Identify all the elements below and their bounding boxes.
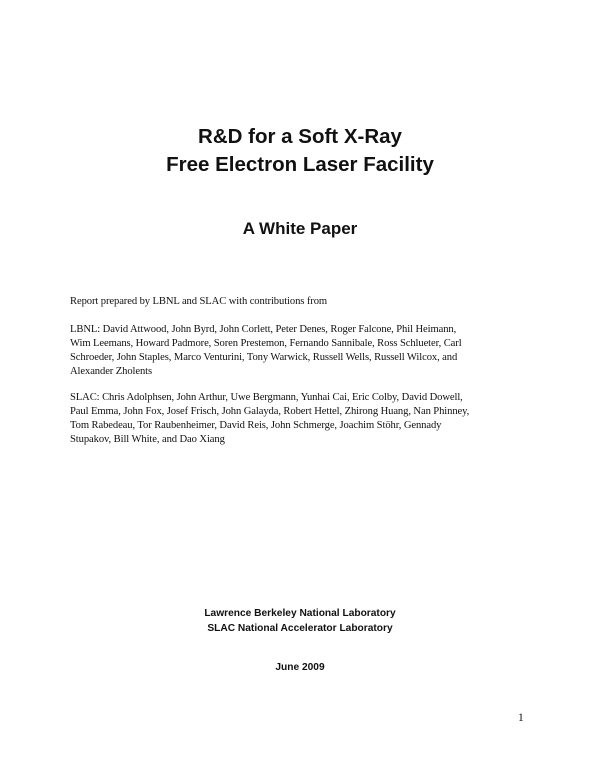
lbnl-contributors (70, 323, 532, 379)
title-line-1: R&D for a Soft X-Ray (198, 125, 402, 148)
prepared-by-text: Report prepared by LBNL and SLAC with contributions from (70, 296, 328, 307)
document-title (0, 123, 600, 179)
page-number: 1 (518, 712, 524, 724)
laboratory-name: SLAC National Accelerator Laboratory (207, 623, 393, 634)
slac-line: Paul Emma, John Fox, Josef Frisch, John Galayda, Robert Hettel, Zhirong Huang, Nan Phinney, (70, 406, 470, 417)
document-subtitle: A White Paper (242, 219, 358, 238)
slac-line: Stupakov, Bill White, and Dao Xiang (70, 434, 225, 445)
laboratories-block (0, 606, 600, 636)
lbnl-line: Wim Leemans, Howard Padmore, Soren Prestemon, Fernando Sannibale, Ross Schlueter, Carl (70, 338, 462, 349)
slac-line: SLAC: Chris Adolphsen, John Arthur, Uwe Bergmann, Yunhai Cai, Eric Colby, David Dowell, (70, 392, 463, 403)
slac-line: Tom Rabedeau, Tor Raubenheimer, David Reis, John Schmerge, Joachim Stöhr, Gennady (70, 420, 442, 431)
title-line-2: Free Electron Laser Facility (166, 153, 434, 176)
lbnl-line: LBNL: David Attwood, John Byrd, John Corlett, Peter Denes, Roger Falcone, Phil Heimann, (70, 324, 457, 335)
lbnl-line: Alexander Zholents (70, 366, 153, 377)
slac-contributors (70, 391, 532, 447)
lbnl-line: Schroeder, John Staples, Marco Venturini, Tony Warwick, Russell Wells, Russell Wilcox, and (70, 352, 458, 363)
publication-date: June 2009 (275, 662, 325, 673)
laboratory-name: Lawrence Berkeley National Laboratory (204, 608, 396, 619)
